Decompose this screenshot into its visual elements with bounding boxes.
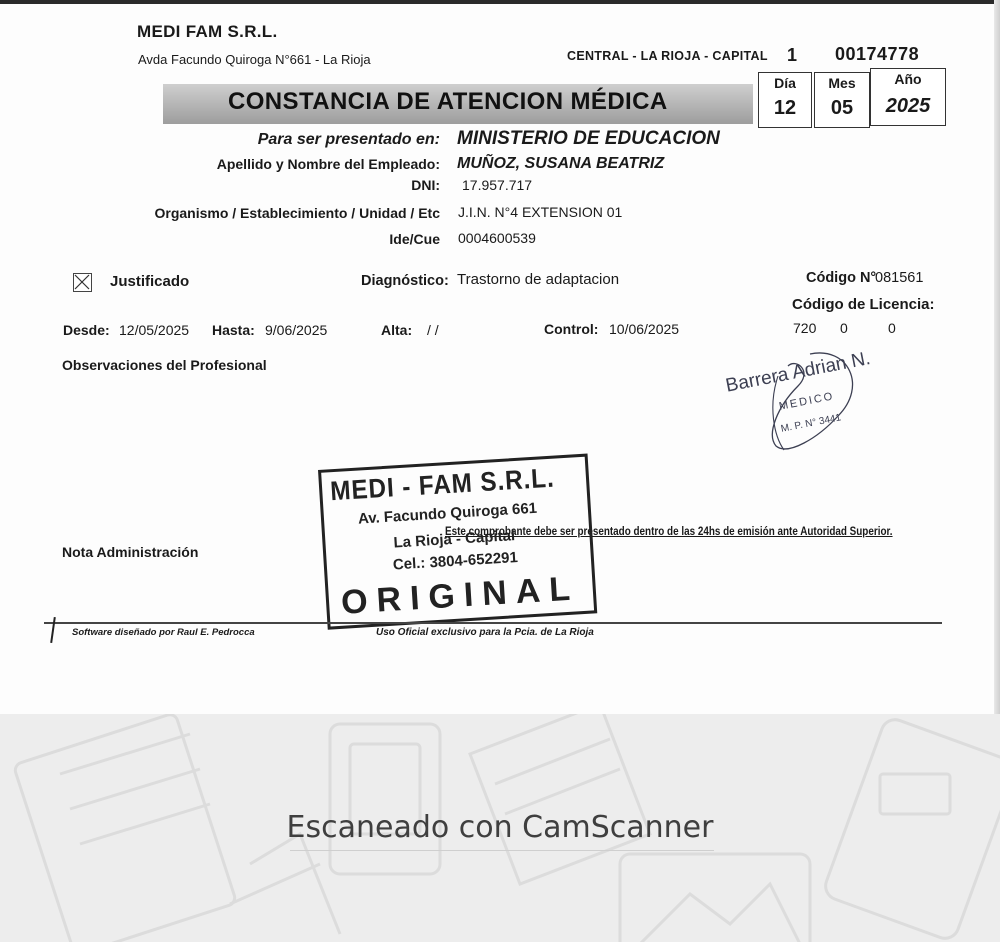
date-year-box [870, 68, 946, 126]
employee-label: Apellido y Nombre del Empleado: [216, 156, 440, 172]
company-stamp [318, 454, 597, 630]
license-code-value: 720 [793, 320, 817, 336]
copy-number: 1 [787, 45, 798, 65]
brand-underline [290, 850, 714, 851]
code-label: Código N° [806, 270, 877, 286]
dni-value: 17.957.717 [462, 177, 533, 193]
stamp-company: MEDI - FAM S.R.L. [329, 462, 556, 507]
observations-label: Observaciones del Profesional [62, 357, 267, 373]
control-label: Control: [544, 321, 599, 337]
company-address: Avda Facundo Quiroga N°661 - La Rioja [138, 52, 371, 67]
date-day-value: 12 [773, 97, 797, 119]
discharge-value: / / [427, 322, 439, 338]
stamp-city: La Rioja - Capital [393, 527, 516, 552]
stamp-original: ORIGINAL [339, 569, 581, 622]
organization-label: Organismo / Establecimiento / Unidad / Etc [154, 205, 440, 221]
date-year-label: Año [894, 71, 922, 87]
control-value: 10/06/2025 [609, 321, 680, 337]
organization-value: J.I.N. N°4 EXTENSION 01 [458, 204, 623, 220]
justified-checkbox [73, 273, 92, 292]
stamp-phone: Cel.: 3804-652291 [392, 548, 519, 574]
discharge-label: Alta: [381, 322, 413, 338]
diagnosis-value: Trastorno de adaptacion [457, 271, 620, 288]
cue-value: 0004600539 [458, 230, 536, 246]
date-year-value: 2025 [885, 95, 931, 117]
serial-number: 00174778 [835, 44, 920, 64]
license-code-value: 0 [840, 320, 848, 336]
doctor-signature-stamp [718, 346, 908, 466]
company-name: MEDI FAM S.R.L. [137, 22, 278, 41]
cue-label: Ide/Cue [389, 231, 440, 247]
check-x-icon [74, 274, 90, 290]
from-label: Desde: [63, 322, 110, 338]
branch-label: CENTRAL - LA RIOJA - CAPITAL [567, 49, 768, 63]
date-month-box [814, 72, 870, 128]
justified-label: Justificado [110, 273, 190, 290]
presented-value: MINISTERIO DE EDUCACION [457, 128, 720, 149]
diagnosis-label: Diagnóstico: [361, 273, 449, 289]
dni-label: DNI: [411, 177, 440, 193]
date-day-box [758, 72, 812, 128]
title-band [163, 84, 753, 124]
document-top-edge [0, 0, 1000, 4]
scanner-watermark-footer [0, 714, 1000, 942]
employee-value: MUÑOZ, SUSANA BEATRIZ [457, 155, 665, 172]
stamp-address: Av. Facundo Quiroga 661 [357, 499, 538, 528]
signature-title: MEDICO [778, 390, 836, 413]
camscanner-brand: Escaneado con CamScanner [286, 810, 714, 845]
admin-note-label: Nota Administración [62, 544, 199, 560]
to-value: 9/06/2025 [265, 322, 328, 338]
document-right-edge [994, 0, 1000, 714]
date-month-label: Mes [828, 75, 856, 91]
date-month-value: 05 [830, 97, 854, 119]
submission-notice: Este comprobante debe ser presentado dentro de las 24hs de emisión ante Autoridad Superior. [445, 526, 893, 538]
footer-divider [44, 622, 942, 624]
code-value: 081561 [875, 270, 924, 286]
date-day-label: Día [774, 75, 796, 91]
presented-label: Para ser presentado en: [257, 131, 440, 148]
document-title: CONSTANCIA DE ATENCION MÉDICA [228, 88, 668, 115]
from-value: 12/05/2025 [119, 322, 190, 338]
software-credit: Software diseñado por Raul E. Pedrocca [72, 627, 255, 638]
license-code-label: Código de Licencia: [792, 296, 935, 313]
signature-name: Barrera Adrian N. [724, 347, 873, 397]
official-use-note: Uso Oficial exclusivo para la Pcia. de La Rioja [376, 627, 594, 638]
signature-registration: M. P. N° 3441 [780, 412, 843, 435]
license-code-value: 0 [888, 320, 896, 336]
to-label: Hasta: [212, 322, 255, 338]
footer-tick-mark [50, 617, 56, 643]
